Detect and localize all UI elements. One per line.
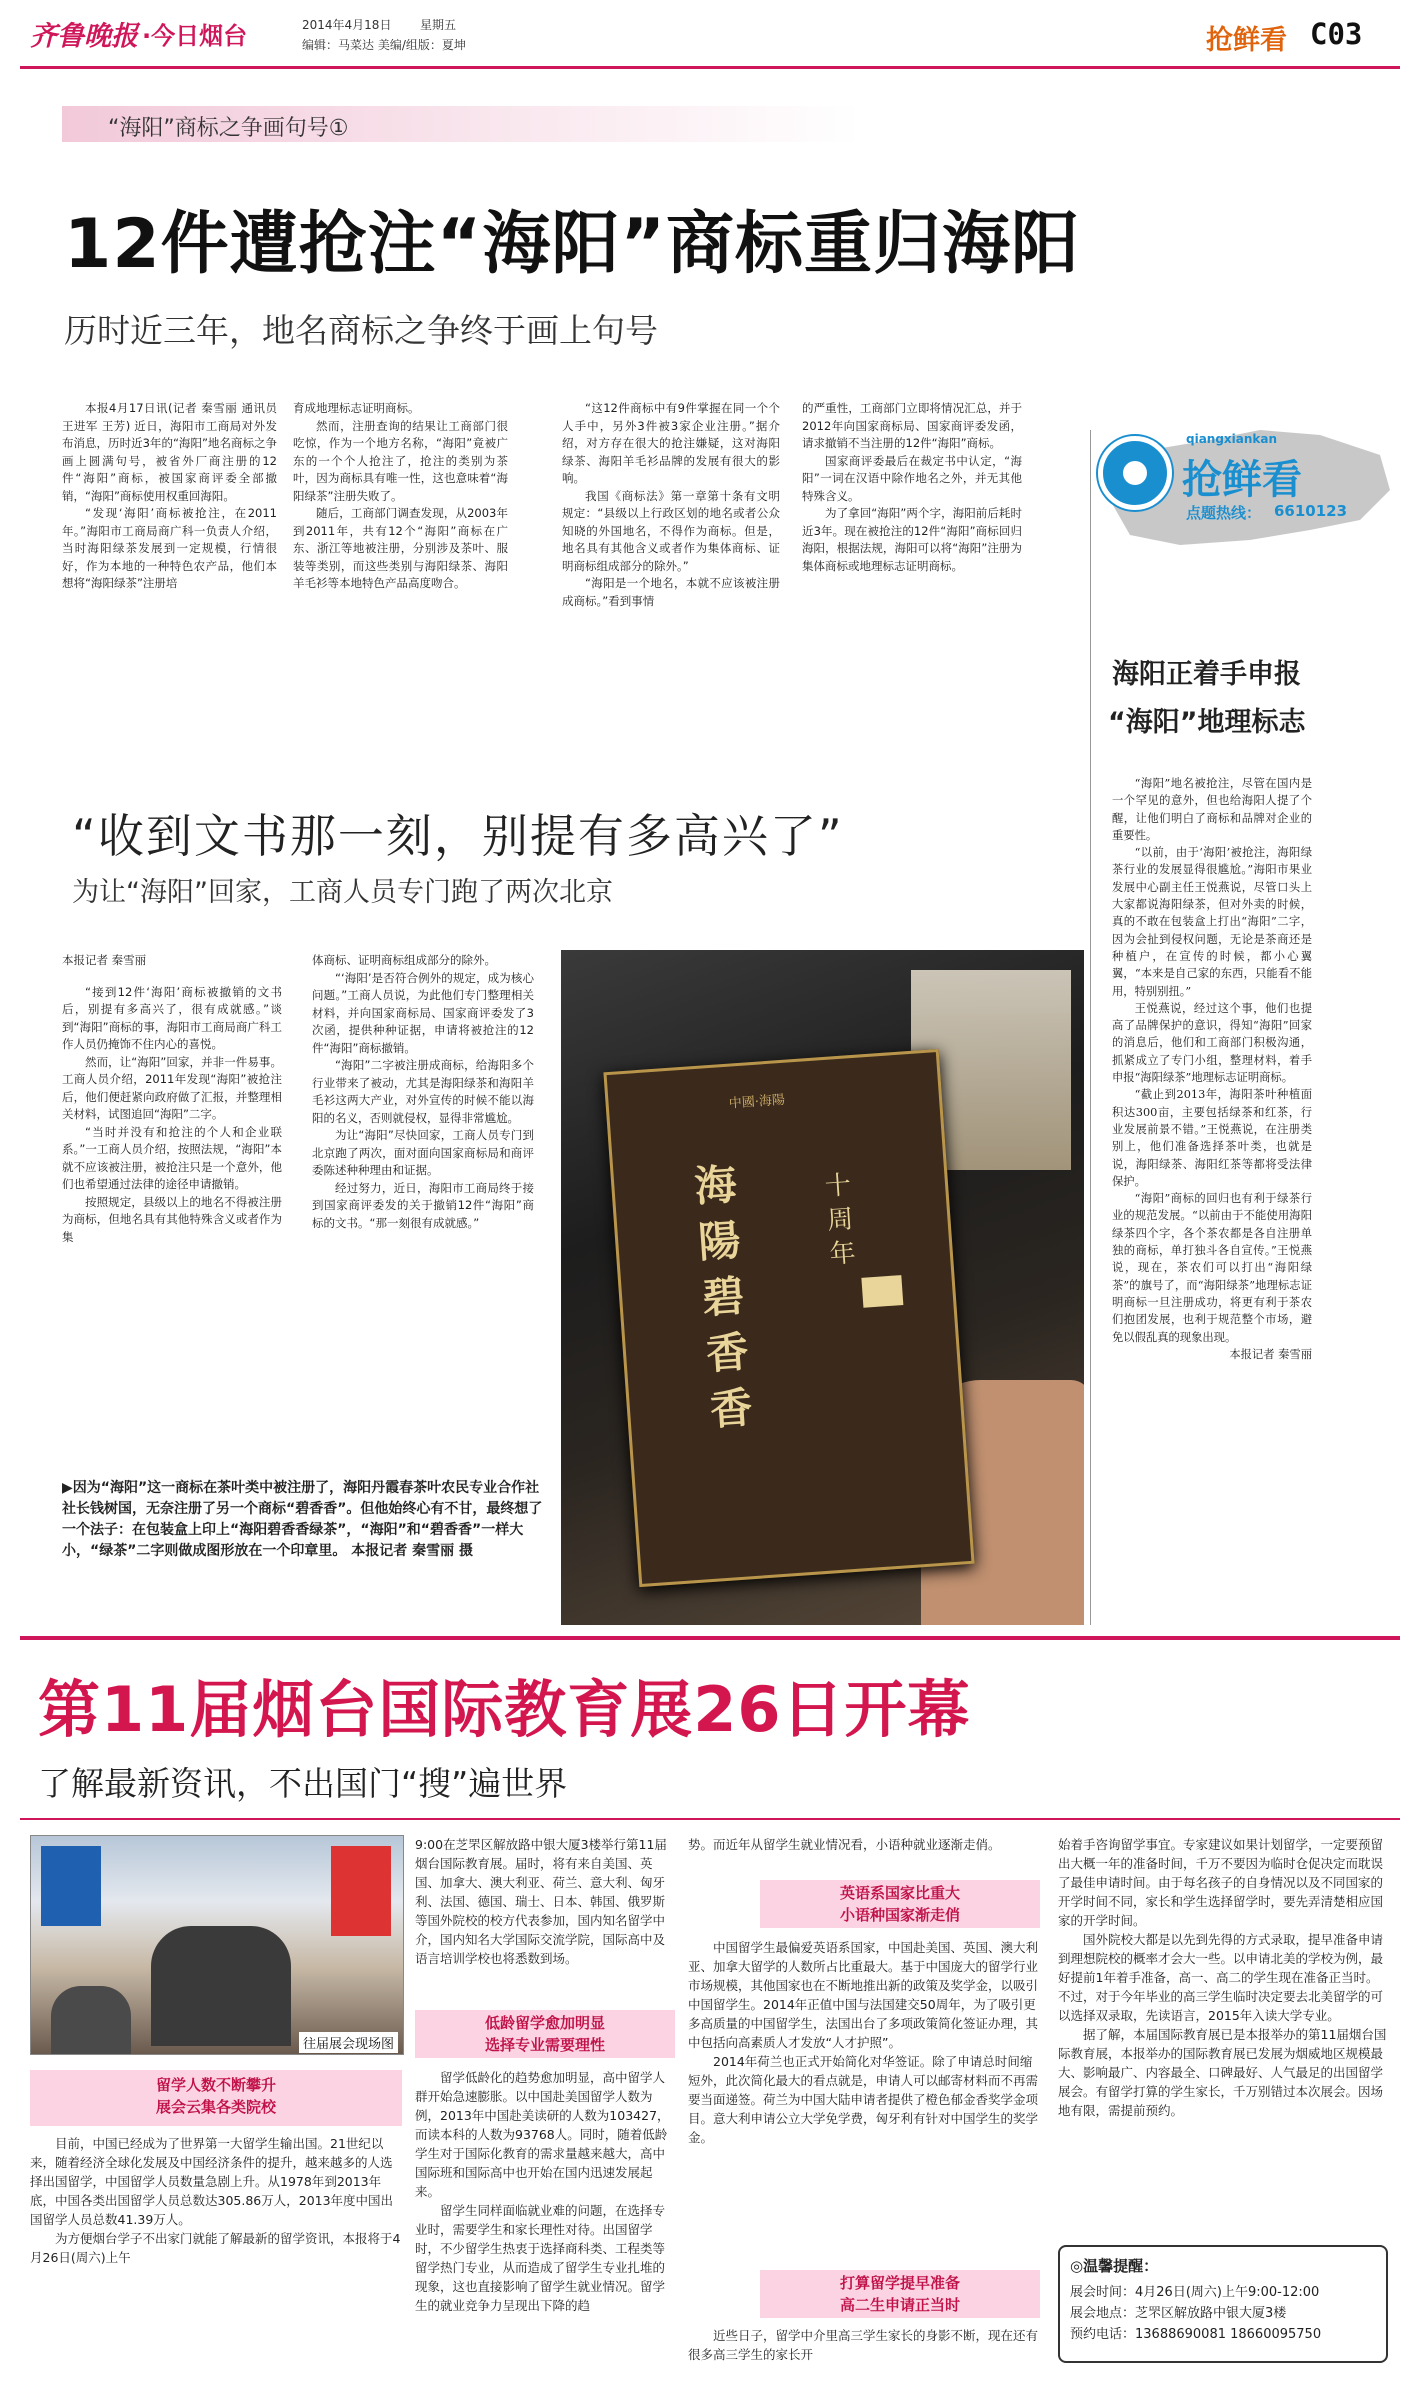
- story1-subhead: 历时近三年，地名商标之争终于画上句号: [64, 311, 658, 350]
- story2-photo: [561, 950, 1084, 1625]
- story1-col3: [562, 400, 780, 610]
- story1-kicker: “海阳”商标之争画句号①: [108, 116, 349, 141]
- paragraph: 王悦燕说，经过这个事，他们也提高了品牌保护的意识，得知“海阳”回家的消息后，他们和工商部门积极沟通，抓紧成立了专门小组，整理材料，着手申报“海阳绿茶”地理标志证明商标。: [1112, 1001, 1312, 1085]
- subhead-box-3: [760, 1880, 1040, 1928]
- paragraph: “海阳是一个地名，本就不应该被注册成商标。”看到事情: [562, 576, 780, 608]
- subhead-box-1: [30, 2070, 402, 2126]
- story3-col3: [688, 1938, 1042, 2147]
- paragraph: 我国《商标法》第一章第十条有文明规定：“县级以上行政区划的地名或者公众知晓的外国地名，不得作为商标。但是，地名具有其他含义或者作为集体商标、证明商标组成部分的除外。”: [562, 488, 780, 573]
- paragraph: 随后，工商部门调查发现，从2003年到2011年，共有12个“海阳”商标在广东、浙江等地被注册，分别涉及茶叶、服装等类别，而这些类别与海阳绿茶、海阳羊毛衫等本地特色产品高度吻合。: [293, 506, 508, 590]
- story2-subhead: 为让“海阳”回家，工商人员专门跑了两次北京: [72, 877, 613, 908]
- paragraph: 国家商评委最后在裁定书中认定，“海阳”一词在汉语中除作地名之外，并无其他特殊含义。: [802, 453, 1022, 503]
- hotline-pinyin: qiangxiankan: [1186, 432, 1278, 446]
- paragraph: 的严重性，工商部门立即将情况汇总，并于2012年向国家商标局、国家商评委发函，请求撤销不当注册的12件“海阳”商标。: [802, 401, 1022, 450]
- story2-col1: [62, 952, 282, 1246]
- subhead-line: 展会云集各类院校: [155, 2098, 276, 2116]
- story1-col1: [62, 400, 277, 593]
- paragraph: 留学生同样面临就业难的问题，在选择专业时，需要学生和家长理性对待。出国留学时，不少留学生热衷于选择商科类、工程类等留学热门专业，从而造成了留学生专业扎堆的现象，这也直接影响了留学生就业情况。留学生的就业竞争力呈现出下降的趋: [415, 2203, 666, 2313]
- page-number: C03: [1310, 17, 1363, 51]
- notice-box: [1058, 2245, 1388, 2363]
- paragraph: 2014年荷兰也正式开始简化对华签证。除了申请总时间缩短外，此次简化最大的看点就是，申请人可以邮寄材料而不再需要当面递签。荷兰为中国大陆申请者提供了橙色郁金香奖学金项目。意大利申请公立大学免学费，匈牙利有针对中国学生的奖学金。: [688, 2054, 1039, 2145]
- paragraph: 始着手咨询留学事宜。专家建议如果计划留学，一定要预留出大概一年的准备时间，千万不要因为临时仓促决定而耽误了最佳申请时间。由于每名孩子的自身情况以及不同国家的开学时间不同，家长和学生选择留学时，要先弄清楚相应国家的开学时间。: [1058, 1837, 1384, 1928]
- issue-date: 2014年4月18日: [302, 18, 392, 32]
- paragraph: “接到12件‘海阳’商标被撤销的文书后，别提有多高兴了，很有成就感。”谈到“海阳”商标的事，海阳市工商局商广科工作人员仍掩饰不住内心的喜悦。: [62, 984, 282, 1051]
- paragraph: 育成地理标志证明商标。: [293, 401, 420, 415]
- subhead-box-2: [415, 2010, 675, 2058]
- masthead-bar: [0, 0, 1417, 66]
- story3-col1: [30, 2134, 402, 2267]
- notice-title: ◎温馨提醒：: [1070, 2257, 1159, 2275]
- paragraph: 体商标、证明商标组成部分的除外。: [312, 953, 496, 967]
- subhead-line: 低龄留学愈加明显: [484, 2014, 605, 2032]
- paragraph: 为了拿回“海阳”两个字，海阳前后耗时近3年。现在被抢注的12件“海阳”商标回归海阳，根据法规，海阳可以将“海阳”注册为集体商标或地理标志证明商标。: [802, 506, 1022, 573]
- paragraph: 为方便烟台学子不出家门就能了解最新的留学资讯，本报将于4月26日(周六)上午: [30, 2231, 401, 2265]
- notice-place: 展会地点：芝罘区解放路中银大厦3楼: [1070, 2306, 1287, 2321]
- story3-col4: [1058, 1835, 1390, 2120]
- tea-box-brand: 中國·海陽: [728, 1092, 786, 1112]
- story3-col2: [415, 2068, 675, 2315]
- byline: 本报记者 秦雪丽: [1229, 1347, 1312, 1361]
- story3-col3-tail: [688, 2326, 1042, 2364]
- sidebar-title-line2: “海阳”地理标志: [1108, 707, 1306, 738]
- paragraph: “发现‘海阳’商标被抢注，在2011年。”海阳市工商局商广科一负责人介绍，当时海阳绿茶发展到一定规模，行情很好，作为本地的一种特色农产品，他们本想将“海阳绿茶”注册培: [62, 506, 277, 590]
- paragraph: 9:00在芝罘区解放路中银大厦3楼举行第11届烟台国际教育展。届时，将有来自美国、英国、加拿大、澳大利亚、荷兰、意大利、匈牙利、法国、德国、瑞士、日本、韩国、俄罗斯等国外院校的校方代表参加，国内知名留学中介，国内知名大学国际交流学院，国际高中及语言培训学校也将悉数到场。: [415, 1837, 667, 1966]
- story1-col2: [293, 400, 508, 593]
- story3-headline: 第11届烟台国际教育展26日开幕: [38, 1673, 971, 1746]
- paragraph: 按照规定，县级以上的地名不得被注册为商标，但地名具有其他特殊含义或者作为集: [62, 1194, 282, 1244]
- paragraph: “海阳”二字被注册成商标，给海阳多个行业带来了被动，尤其是海阳绿茶和海阳羊毛衫这两大产业，对外宣传的时候不能以海阳的名义，否则就侵权，显得非常尴尬。: [312, 1058, 534, 1125]
- expo-photo-caption: 往届展会现场图: [299, 2032, 398, 2053]
- story2-col2: [312, 952, 534, 1232]
- paragraph: 经过努力，近日，海阳市工商局终于接到国家商评委发的关于撤销12件“海阳”商标的文书。“那一刻很有成就感。”: [312, 1180, 534, 1230]
- hotline-badge: [1090, 410, 1400, 560]
- editor-credits: 编辑：马菜达 美编/组版：夏坤: [302, 38, 466, 52]
- paragraph: “‘海阳’是否符合例外的规定，成为核心问题。”工商人员说，为此他们专门整理相关材料，并向国家商标局、国家商评委发了3次函，提供种种证据，申请将被抢注的12件“海阳”商标撤销。: [312, 970, 534, 1055]
- paragraph: 目前，中国已经成为了世界第一大留学生输出国。21世纪以来，随着经济全球化发展及中国经济条件的提升，越来越多的人选择出国留学，中国留学人员数量急剧上升。从1978年到2013年底，中国各类出国留学人员总数达305.86万人，2013年度中国出国留学人员总数41.39万人。: [30, 2136, 394, 2227]
- location-pin-icon: [1098, 436, 1172, 510]
- paragraph: 为让“海阳”尽快回家，工商人员专门到北京跑了两次，面对面向国家商标局和商评委陈述种种理由和证据。: [312, 1128, 534, 1177]
- story3-subhead: 了解最新资讯，不出国门“搜”遍世界: [38, 1764, 568, 1803]
- notice-phone: 预约电话：13688690081 18660095750: [1070, 2327, 1322, 2342]
- sidebar-divider: [1090, 430, 1091, 1625]
- story3-col2-top: [415, 1835, 675, 1968]
- notice-time: 展会时间：4月26日(周六)上午9:00-12:00: [1070, 2285, 1320, 2300]
- subhead-line: 小语种国家渐走俏: [839, 1906, 960, 1924]
- subhead-line: 打算留学提早准备: [839, 2274, 960, 2292]
- subhead-line: 留学人数不断攀升: [155, 2076, 276, 2094]
- hotline-brand: 抢鲜看: [1182, 457, 1302, 503]
- subhead-line: 英语系国家比重大: [839, 1884, 960, 1902]
- subhead-line: 高二生申请正当时: [839, 2296, 960, 2314]
- byline: 本报记者 秦雪丽: [62, 953, 147, 967]
- story3-col3-top: [688, 1835, 1042, 1854]
- paragraph: “这12件商标中有9件掌握在同一个个人手中，另外3件被3家企业注册。”据介绍，对方存在很大的抢注嫌疑，这对海阳绿茶、海阳羊毛衫品牌的发展有很大的影响。: [562, 401, 780, 485]
- expo-photo: [30, 1835, 404, 2055]
- section-name: ·今日烟台: [142, 22, 248, 50]
- hotline-number: 6610123: [1274, 502, 1348, 520]
- story2-caption: ▶因为“海阳”这一商标在茶叶类中被注册了，海阳丹霞春茶叶农民专业合作社社长钱树国，无奈注册了另一个商标“碧香香”。但他始终心有不甘，最终想了一个法子：在包装盒上印上“海阳碧香香绿茶”，“海阳”和“碧香香”一样大小，“绿茶”二字则做成图形放在一个印章里。 本报记者 秦雪丽 摄: [62, 1480, 543, 1559]
- paragraph: 势。而近年从留学生就业情况看，小语种就业逐渐走俏。: [688, 1837, 1001, 1852]
- story2-headline: “收到文书那一刻，别提有多高兴了”: [72, 809, 844, 863]
- paragraph: “以前，由于‘海阳’被抢注，海阳绿茶行业的发展显得很尴尬。”海阳市果业发展中心副主任王悦燕说，尽管口头上大家都说海阳绿茶，但对外卖的时候，真的不敢在包装盒上打出“海阳”二字，因为会扯到侵权问题，无论是茶商还是种植户，在宣传的时候，都小心翼翼，“本来是自己家的东西，只能看不能用，特别别扭。”: [1112, 846, 1312, 998]
- header-rule: [20, 66, 1400, 69]
- paragraph: 据了解，本届国际教育展已是本报举办的第11届烟台国际教育展，本报举办的国际教育展已发展为烟威地区规模最大、影响最广、内容最全、口碑最好、人气最足的出国留学展会。有留学打算的学生家长，千万别错过本次展会。因场地有限，需提前预约。: [1058, 2027, 1387, 2118]
- paragraph: 国外院校大都是以先到先得的方式录取，提早准备申请到理想院校的概率才会大一些。以申请北美的学校为例，最好提前1年着手准备，高一、高二的学生现在准备正当时。不过，对于今年毕业的高三学生临时决定要去北美留学的可以选择双录取，先读语言，2015年入读大学专业。: [1058, 1932, 1384, 2023]
- sidebar-body: [1112, 775, 1312, 1363]
- section-divider: [20, 1636, 1400, 1640]
- hotline-label: 点题热线：: [1186, 504, 1262, 522]
- paragraph: “当时并没有和抢注的个人和企业联系。”一工商人员介绍，按照法规，“海阳”本就不应该被注册，被抢注只是一个意外，他们也希望通过法律的途径申请撤销。: [62, 1124, 282, 1191]
- sidebar-title-line1: 海阳正着手申报: [1112, 659, 1301, 690]
- paragraph: “截止到2013年，海阳茶叶种植面积达300亩，主要包括绿茶和红茶，行业发展前景不错。”王悦燕说，在注册类别上，他们准备选择茶叶类，也就是说，海阳绿茶、海阳红茶等都将受法律保护。: [1112, 1088, 1312, 1188]
- column-name: 抢鲜看: [1206, 25, 1287, 56]
- paragraph: 留学低龄化的趋势愈加明显，高中留学人群开始急速膨胀。以中国赴美国留学人数为例，2013年中国赴美读研的人数为103427，而读本科的人数为93768人。同时，随着低龄学生对于国际化教育的需求量越来越大，高中国际班和国际高中也开始在国内迅速发展起来。: [415, 2070, 670, 2199]
- issue-weekday: 星期五: [420, 18, 457, 32]
- paragraph: 本报4月17日讯(记者 秦雪丽 通讯员 王进军 王芳) 近日，海阳市工商局对外发布消息，历时近3年的“海阳”地名商标之争画上圆满句号，被省外厂商注册的12件“海阳”商标，被国家商评委全部撤销，“海阳”商标使用权重回海阳。: [62, 401, 277, 503]
- subhead-line: 选择专业需要理性: [484, 2036, 605, 2054]
- story3-rule: [20, 1818, 1400, 1820]
- paragraph: 近些日子，留学中介里高三学生家长的身影不断，现在还有很多高三学生的家长开: [688, 2328, 1039, 2362]
- paragraph: 然而，注册查询的结果让工商部门很吃惊，作为一个地方名称，“海阳”竟被广东的一个个人抢注了，抢注的类别为茶叶，因为商标具有唯一性，这也意味着“海阳绿茶”注册失败了。: [293, 418, 508, 503]
- paragraph: 中国留学生最偏爱英语系国家，中国赴美国、英国、澳大利亚、加拿大留学的人数所占比重最大。基于中国庞大的留学行业市场规模，其他国家也在不断地推出新的政策及奖学金，以吸引中国留学生。2014年正值中国与法国建交50周年，为了吸引更多高质量的中国留学生，法国出台了多项政策简化签证办理，其中包括向高素质人才发放“人才护照”。: [688, 1940, 1039, 2050]
- tea-box-barcode: [861, 1275, 903, 1308]
- tea-box-calligraphy: 海陽碧香香: [692, 1159, 754, 1435]
- paragraph: 然而，让“海阳”回家，并非一件易事。工商人员介绍，2011年发现“海阳”被抢注后，他们便赶紧向政府做了汇报，并整理相关材料，试图追回“海阳”二字。: [62, 1054, 282, 1121]
- tea-box: [603, 1049, 974, 1587]
- paragraph: “海阳”地名被抢注，尽管在国内是一个罕见的意外，但也给海阳人提了个醒，让他们明白了商标和品牌对企业的重要性。: [1112, 777, 1312, 842]
- story1-col4: [802, 400, 1022, 575]
- tea-box-seal: 十周年: [823, 1170, 857, 1270]
- paragraph: “海阳”商标的回归也有利于绿茶行业的规范发展。“以前由于不能使用海阳绿茶四个字，各个茶农都是各自注册单独的商标，单打独斗各自宣传。”王悦燕说，现在，茶农们可以打出“海阳绿茶”的旗号了，而“海阳绿茶”地理标志证明商标一旦注册成功，将更有利于茶农们抱团发展，也利于规范整个市场，避免以假乱真的现象出现。: [1112, 1192, 1312, 1344]
- story1-headline: 12件遭抢注“海阳”商标重归海阳: [64, 205, 1081, 284]
- subhead-box-4: [760, 2270, 1040, 2318]
- masthead-logo: 齐鲁晚报: [30, 21, 138, 52]
